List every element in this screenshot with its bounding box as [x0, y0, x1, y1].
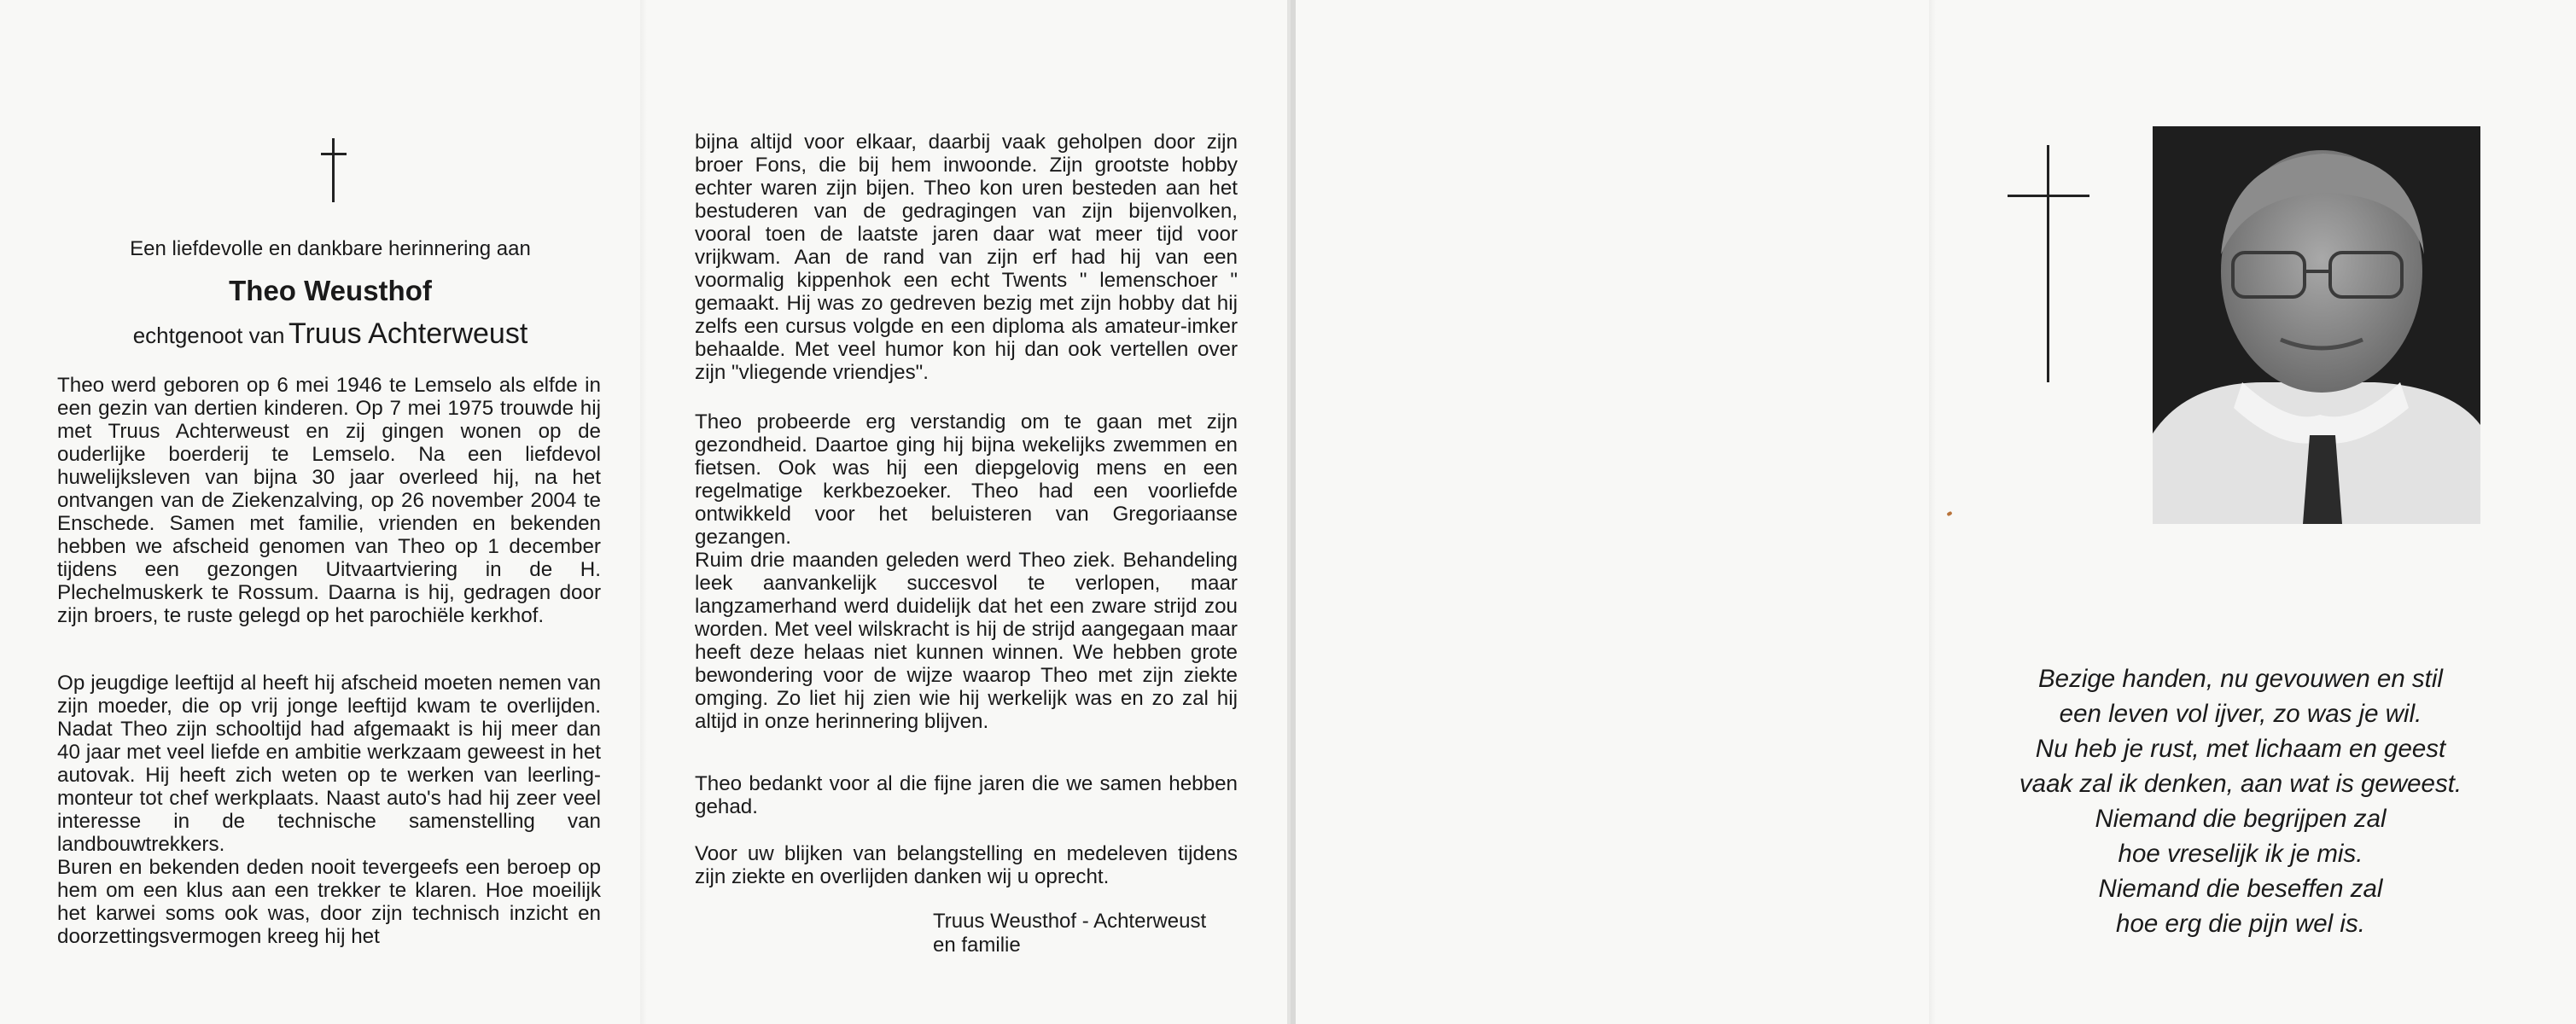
portrait-photo-icon: [2153, 126, 2480, 524]
portrait-photo: [2153, 126, 2480, 524]
paragraph-hobby: bijna altijd voor elkaar, daarbij vaak geholpen door zijn broer Fons, die bij hem inwoonde. Zijn grootste hobby echter waren zijn bijen. Theo kon uren besteden aan het bestuderen van de gedragingen van zijn bijenvolken, vooral toen de laatste jaren daar wat meer tijd voor vrijkwam. Aan de rand van zijn erf had hij van een voormalig kippenhok een echt Twents " lemenschoer " gemaakt. Hij was zo gedreven bezig met zijn hobby dat hij zelfs een cursus volgde en een diploma als amateur-imker behaalde. Met veel humor kon hij dan ook vertellen over zijn "vliegende vriendjes".: [695, 131, 1238, 384]
deceased-name: Theo Weusthof: [229, 275, 432, 306]
paragraph-gratitude: Voor uw blijken van belangstelling en medeleven tijdens zijn ziekte en overlijden danken wij u oprecht.: [695, 842, 1238, 888]
poem-line: Bezige handen, nu gevouwen en stil: [2038, 665, 2443, 693]
signature-family: en familie: [933, 934, 1021, 957]
paragraph-illness: Theo probeerde erg verstandig om te gaan met zijn gezondheid. Daartoe ging hij bijna wekelijks zwemmen en fietsen. Ook was hij een diepgelovig mens en een regelmatige kerkbezoeker. Theo had een voorliefde ontwikkeld voor het beluisteren van Gregoriaanse gezangen. Ruim drie maanden geleden werd Theo ziek. Behandeling leek aanvankelijk succesvol te verlopen, maar langzamerhand werd duidelijk dat het een zware strijd zou worden. Met veel wilskracht is hij de strijd aangegaan maar heeft deze helaas niet kunnen winnen. We hebben grote bewondering voor de wijze waarop Theo met zijn ziekte omging. Zo liet hij zien wie hij werkelijk was en zo zal hij altijd in onze herinnering blijven.: [695, 410, 1238, 733]
card-fold: [1929, 0, 1936, 1024]
poem-line: Nu heb je rust, met lichaam en geest: [2035, 735, 2446, 763]
spouse-name: Truus Achterweust: [288, 317, 528, 350]
intro-line: Een liefdevolle en dankbare herinnering aan: [130, 237, 531, 260]
memorial-poem: [1963, 661, 2518, 941]
cross-icon: [2008, 145, 2089, 382]
spouse-line: [108, 317, 552, 351]
poem-line: vaak zal ik denken, aan wat is geweest.: [2019, 770, 2462, 798]
signature-name: Truus Weusthof - Achterweust: [933, 910, 1207, 933]
poem-line: Niemand die begrijpen zal: [2095, 805, 2387, 833]
poem-line: hoe vreselijk ik je mis.: [2118, 840, 2363, 868]
cross-icon: [321, 138, 347, 202]
paragraph-work: Op jeugdige leeftijd al heeft hij afscheid moeten nemen van zijn moeder, die op vrij jonge leeftijd kwam te overlijden. Nadat Theo zijn schooltijd had afgemaakt is hij meer dan 40 jaar met veel liefde en ambitie werkzaam geweest in het autovak. Hij heeft zich weten op te werken van leerling-monteur tot chef werkplaats. Naast auto's had hij zeer veel interesse in de technische samenstelling van landbouwtrekkers. Buren en bekenden deden nooit tevergeefs een beroep op hem om een klus aan een trekker te klaren. Hoe moeilijk het karwei soms ook was, door zijn technisch inzicht en doorzettingsvermogen kreeg hij het: [57, 672, 601, 948]
card-fold: [640, 0, 647, 1024]
poem-line: hoe erg die pijn wel is.: [2116, 910, 2365, 938]
signature: [933, 910, 1206, 957]
poem-line: een leven vol ijver, zo was je wil.: [2059, 700, 2422, 728]
poem-line: Niemand die beseffen zal: [2098, 875, 2383, 903]
spouse-prefix: echtgenoot van: [132, 323, 285, 348]
paragraph-life: Theo werd geboren op 6 mei 1946 te Lemselo als elfde in een gezin van dertien kinderen. Op 7 mei 1975 trouwde hij met Truus Achterweust en zij gingen wonen op de ouderlijke boerderij te Lemselo. Na een liefdevol huwelijksleven van bijna 30 jaar overleed hij, na het ontvangen van de Ziekenzalving, op 26 november 2004 te Enschede. Samen met familie, vrienden en bekenden hebben we afscheid genomen van Theo op 1 december tijdens een gezongen Uitvaartviering in de H. Plechelmuskerk te Rossum. Daarna is hij, gedragen door zijn broers, te ruste gelegd op het parochiële kerkhof.: [57, 374, 601, 627]
paragraph-thanks: Theo bedankt voor al die fijne jaren die we samen hebben gehad.: [695, 772, 1238, 818]
